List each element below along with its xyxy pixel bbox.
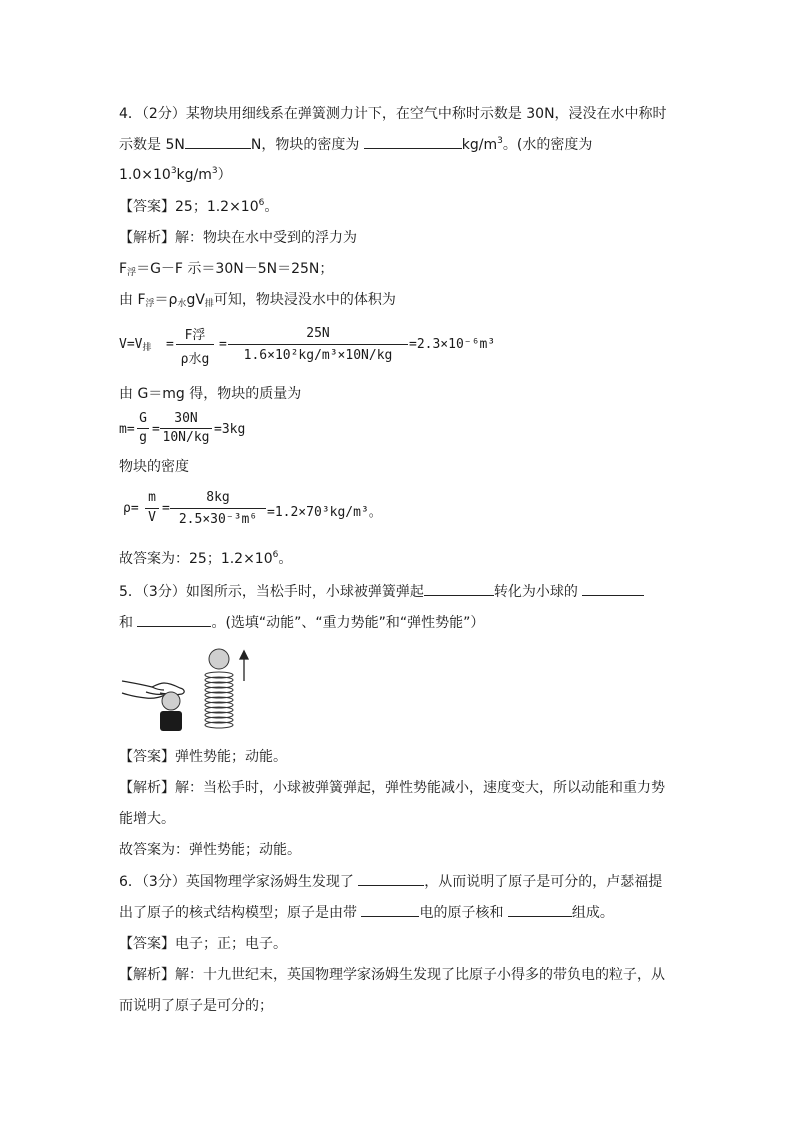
q6-analysis-line1: 【解析】解：十九世纪末，英国物理学家汤姆生发现了比原子小得多的带负电的粒子，从 bbox=[119, 967, 665, 983]
q6-answer: 【答案】电子；正；电子。 bbox=[119, 936, 287, 952]
answer-blank[interactable] bbox=[424, 581, 494, 596]
q5-stem-line1: 5．（3分）如图所示，当松手时，小球被弹簧弹起 转化为小球的 bbox=[119, 581, 644, 602]
q5-analysis-line1: 【解析】解：当松手时，小球被弹簧弹起，弹性势能减小，速度变大，所以动能和重力势 bbox=[119, 780, 665, 796]
up-arrow-icon bbox=[240, 651, 248, 681]
q4-mass-text: 由 G＝mg 得，物块的质量为 bbox=[119, 386, 302, 402]
answer-blank[interactable] bbox=[361, 902, 419, 917]
q5-analysis-line2: 能增大。 bbox=[119, 811, 175, 827]
spring-icon bbox=[205, 672, 233, 728]
q6-stem-line1: 6．（3分）英国物理学家汤姆生发现了 ，从而说明了原子是可分的，卢瑟福提 bbox=[119, 871, 662, 892]
q4-stem-line2: 示数是 5N N，物块的密度为 $kg/m^3$。(水的密度为 bbox=[119, 136, 593, 153]
q4-stem-line1: 4．（2分）某物块用细线系在弹簧测力计下，在空气中称时示数是 30N，浸没在水中称时 bbox=[119, 106, 667, 122]
q4-buoyancy-formula: $F_浮=G-F$ 示＝30N－5N＝25N； bbox=[119, 261, 334, 278]
answer-blank[interactable] bbox=[137, 612, 211, 627]
launched-ball bbox=[209, 649, 229, 669]
ball-on-block bbox=[160, 692, 182, 731]
q4-answer: 【答案】25；$1.2\times 10^6$。 bbox=[119, 198, 279, 215]
answer-blank[interactable] bbox=[358, 871, 424, 886]
answer-blank[interactable] bbox=[582, 581, 644, 596]
q4-final: 故答案为：25；$1.2\times 10^6$。 bbox=[119, 550, 293, 567]
q4-archimedes-text: 由 $F_浮=\rho_水gV_排$可知，物块浸没水中的体积为 bbox=[119, 292, 396, 309]
answer-blank[interactable] bbox=[185, 134, 251, 149]
q5-stem-line2: 和 。(选填“动能”、“重力势能”和“弹性势能”） bbox=[119, 612, 484, 633]
answer-blank[interactable] bbox=[508, 902, 572, 917]
q4-density-text: 物块的密度 bbox=[119, 459, 189, 475]
spring-ball-illustration bbox=[120, 643, 260, 733]
answer-blank[interactable] bbox=[364, 134, 462, 149]
q5-final: 故答案为：弹性势能；动能。 bbox=[119, 842, 301, 858]
q5-answer: 【答案】弹性势能；动能。 bbox=[119, 749, 287, 765]
q6-stem-line2: 出了原子的核式结构模型；原子是由带 电的原子核和 组成。 bbox=[119, 902, 614, 923]
q4-analysis: 【解析】解：物块在水中受到的浮力为 bbox=[119, 230, 357, 246]
q6-analysis-line2: 而说明了原子是可分的； bbox=[119, 998, 273, 1014]
q4-stem-line3: $1.0\times 10^3kg/m^3$） bbox=[119, 166, 232, 183]
